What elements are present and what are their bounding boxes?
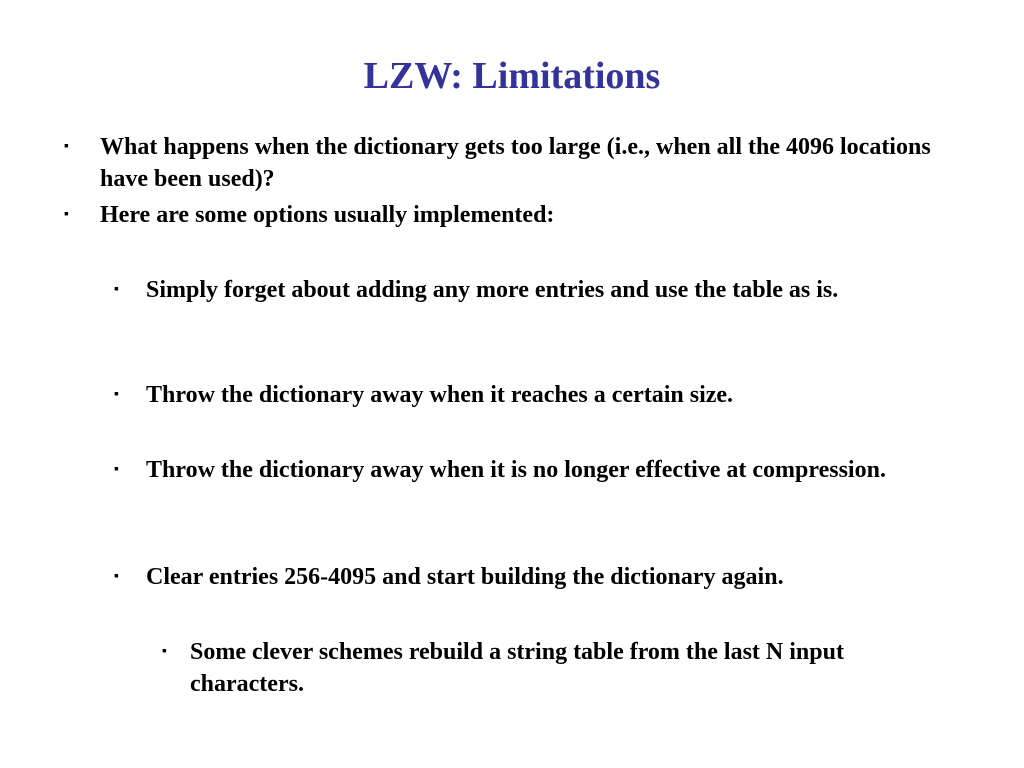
bullet-text: Throw the dictionary away when it reaches a certain size. — [146, 382, 734, 408]
square-bullet-icon: ▪ — [162, 644, 167, 659]
bullet-item — [114, 454, 946, 486]
bullet-text: Some clever schemes rebuild a string table from the last N input characters. — [190, 639, 844, 697]
bullet-item — [64, 199, 940, 231]
square-bullet-icon: ▪ — [64, 139, 69, 154]
bullet-text: Simply forget about adding any more entries and use the table as is. — [146, 277, 839, 303]
bullet-item — [114, 379, 946, 411]
square-bullet-icon: ▪ — [114, 387, 119, 402]
bullet-text: Clear entries 256-4095 and start building the dictionary again. — [146, 564, 784, 590]
bullet-item — [114, 274, 946, 306]
square-bullet-icon: ▪ — [64, 207, 69, 222]
bullet-text: Throw the dictionary away when it is no longer effective at compression. — [146, 457, 886, 483]
slide-title: LZW: Limitations — [363, 55, 661, 97]
square-bullet-icon: ▪ — [114, 462, 119, 477]
bullet-item — [114, 561, 946, 593]
bullet-item — [64, 131, 940, 195]
bullet-text: Here are some options usually implemented: — [100, 202, 555, 228]
bullet-item — [162, 636, 950, 700]
square-bullet-icon: ▪ — [114, 569, 119, 584]
square-bullet-icon: ▪ — [114, 282, 119, 297]
bullet-text: What happens when the dictionary gets too large (i.e., when all the 4096 locations have been used)? — [100, 134, 931, 192]
